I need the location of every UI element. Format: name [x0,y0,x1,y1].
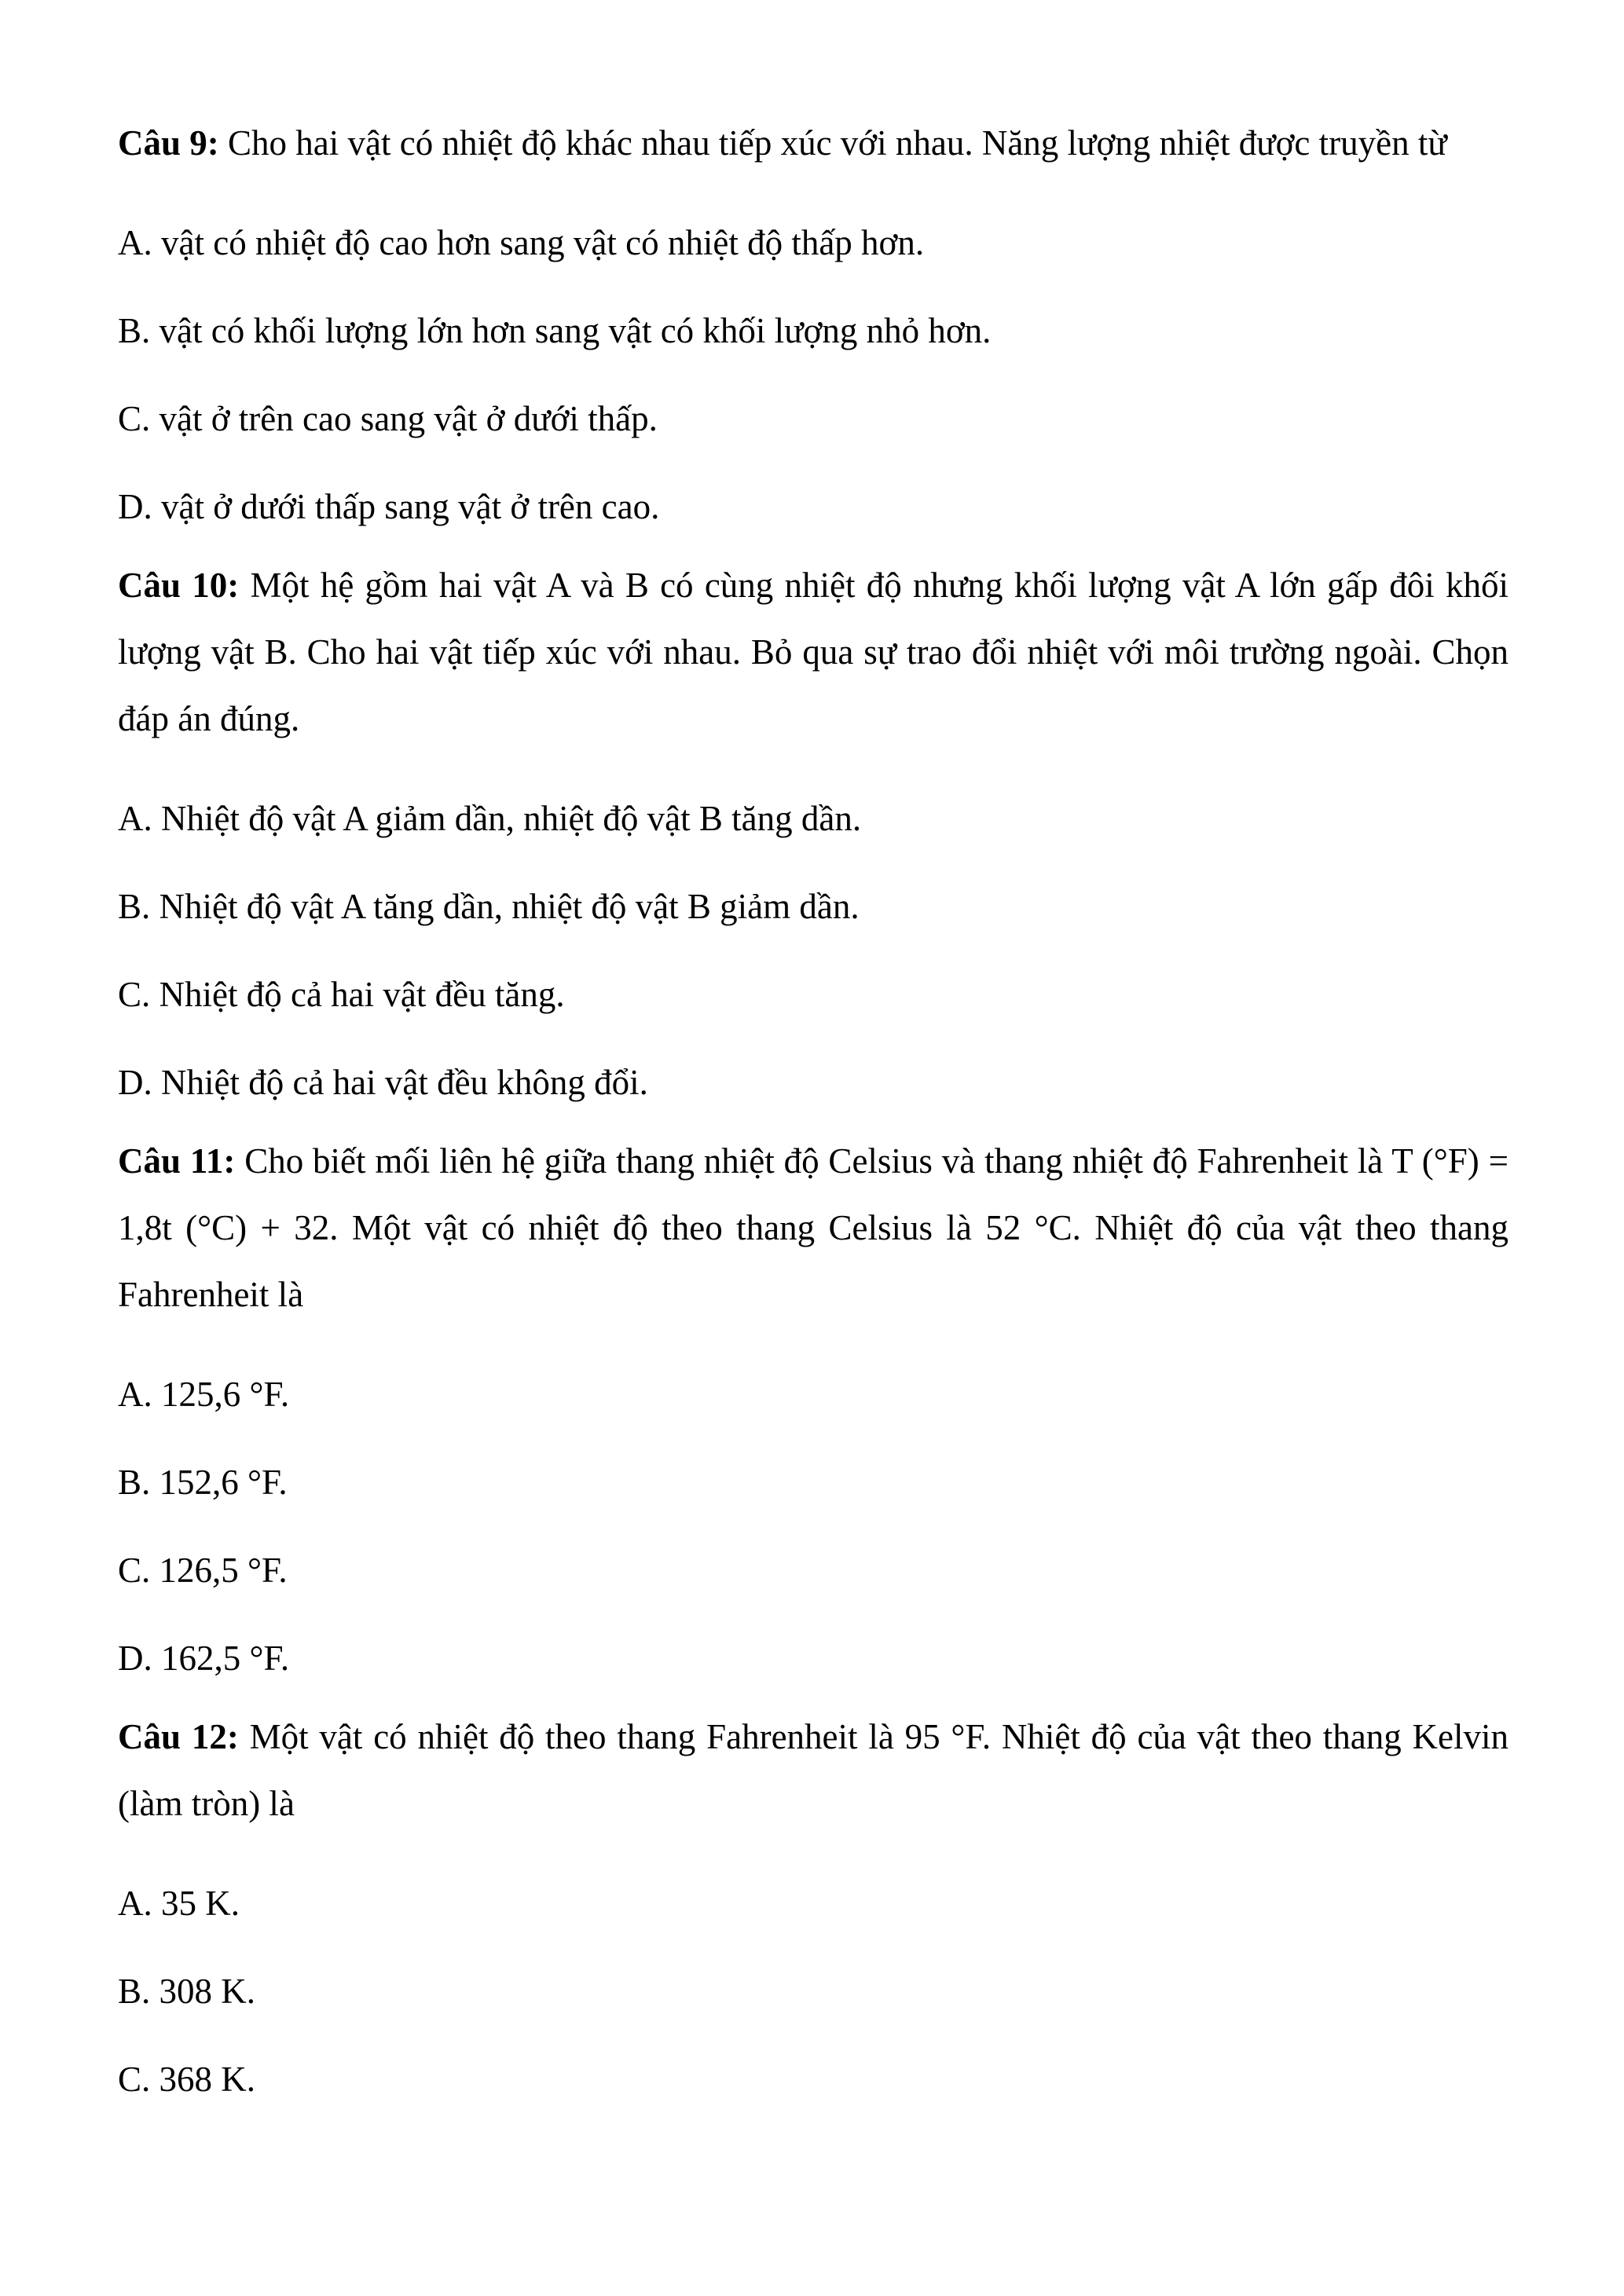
option-a: A. vật có nhiệt độ cao hơn sang vật có nhiệt độ thấp hơn. [118,223,925,262]
option-b: B. 308 K. [118,1972,256,2011]
option-c: C. 126,5 °F. [118,1551,288,1590]
question-text: Cho hai vật có nhiệt độ khác nhau tiếp xúc với nhau. Năng lượng nhiệt được truyền từ [218,123,1447,163]
option-b: B. vật có khối lượng lớn hơn sang vật có khối lượng nhỏ hơn. [118,311,992,350]
question-9 [118,110,1509,529]
question-12 [118,1704,1509,2101]
option-d: D. vật ở dưới thấp sang vật ở trên cao. [118,487,660,526]
question-11 [118,1128,1509,1680]
question-label: Câu 9: [118,123,219,163]
option-c: C. 368 K. [118,2060,256,2099]
question-stem [118,552,1509,753]
option-b: B. Nhiệt độ vật A tăng dần, nhiệt độ vật B giảm dần. [118,887,860,926]
question-10 [118,552,1509,1104]
question-text: Một vật có nhiệt độ theo thang Fahrenheit là 95 °F. Nhiệt độ của vật theo thang Kelvin (làm tròn) là [118,1717,1509,1823]
question-text: Cho biết mối liên hệ giữa thang nhiệt độ Celsius và thang nhiệt độ Fahrenheit là T (°F) = 1,8t (°C) + 32. Một vật có nhiệt độ theo thang Celsius là 52 °C. Nhiệt độ của vật theo thang Fahrenheit là [118,1141,1509,1314]
question-stem [118,1128,1509,1328]
question-label: Câu 10: [118,566,240,605]
question-text: Một hệ gồm hai vật A và B có cùng nhiệt độ nhưng khối lượng vật A lớn gấp đôi khối lượng vật B. Cho hai vật tiếp xúc với nhau. Bỏ qua sự trao đổi nhiệt với môi trường ngoài. Chọn đáp án đúng. [118,566,1509,738]
option-a: A. 125,6 °F. [118,1375,290,1414]
option-c: C. Nhiệt độ cả hai vật đều tăng. [118,975,565,1014]
option-a: A. Nhiệt độ vật A giảm dần, nhiệt độ vật B tăng dần. [118,799,862,838]
option-d: D. Nhiệt độ cả hai vật đều không đổi. [118,1063,648,1102]
option-c: C. vật ở trên cao sang vật ở dưới thấp. [118,399,658,438]
option-b: B. 152,6 °F. [118,1463,288,1502]
option-d: D. 162,5 °F. [118,1639,290,1678]
question-stem [118,110,1509,177]
question-label: Câu 11: [118,1141,236,1181]
question-label: Câu 12: [118,1717,239,1756]
question-stem [118,1704,1509,1837]
option-a: A. 35 K. [118,1884,240,1923]
document-page [118,110,1509,2101]
